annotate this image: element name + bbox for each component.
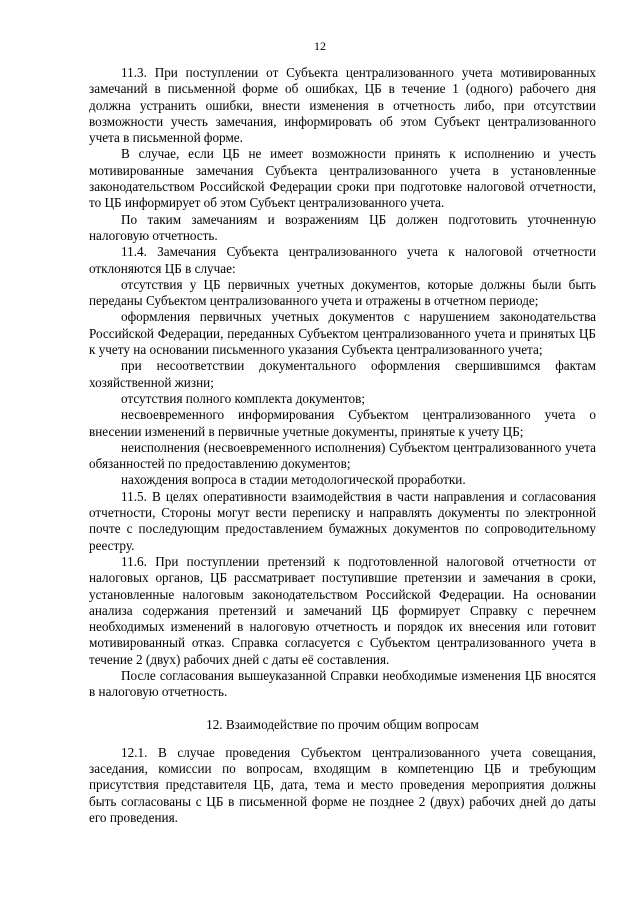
list-item: оформления первичных учетных документов с нарушением законодательства Российской Федерации, переданных Субъектом централизованного учета и принятых ЦБ к учету на основании письменного указания Субъекта централизованного учета; xyxy=(89,309,596,358)
list-item: отсутствия полного комплекта документов; xyxy=(121,390,365,406)
page-number: 12 xyxy=(314,39,326,53)
section-heading: 12. Взаимодействие по прочим общим вопросам xyxy=(206,716,479,732)
list-item: несвоевременного информирования Субъектом централизованного учета о внесении изменений в первичные учетные документы, принятые к учету ЦБ; xyxy=(89,407,596,439)
paragraph-11-4: 11.4. Замечания Субъекта централизованного учета к налоговой отчетности отклоняются ЦБ в случае: xyxy=(89,244,596,276)
paragraph: После согласования вышеуказанной Справки необходимые изменения ЦБ вносятся в налоговую отчетность. xyxy=(89,667,596,700)
list-item: нахождения вопроса в стадии методологической проработки. xyxy=(121,472,466,488)
list-item: при несоответствии документального оформления свершившимся фактам хозяйственной жизни; xyxy=(89,358,596,390)
paragraph-11-3: 11.3. При поступлении от Субъекта централизованного учета мотивированных замечаний в письменной форме об ошибках, ЦБ в течение 1 (одного) рабочего дня должна устранить ошибки, внести изменения в отчетность либо, при отсутствии возможности учесть замечания, информировать об этом Субъект централизованного учета в письменной форме. xyxy=(89,65,596,146)
paragraph: По таким замечаниям и возражениям ЦБ должен подготовить уточненную налоговую отчетность. xyxy=(89,211,596,243)
paragraph-11-6: 11.6. При поступлении претензий к подготовленной налоговой отчетности от налоговых органов, ЦБ рассматривает поступившие претензии и замечания в сроки, установленные налоговым законодательством Российской Федерации. На основании анализа содержания претензий и замечаний ЦБ формирует Справку с перечнем необходимых изменений в налоговую отчетность и порядок их внесения или готовит мотивированный отказ. Справка согласуется с Субъектом централизованного учета в течение 2 (двух) рабочих дней с даты её составления. xyxy=(89,553,596,667)
list-item: неисполнения (несвоевременного исполнения) Субъектом централизованного учета обязанностей по предоставлению документов; xyxy=(89,439,596,472)
paragraph-11-5: 11.5. В целях оперативности взаимодействия в части направления и согласования отчетности, Стороны могут вести переписку и направлять документы по электронной почте с последующим предоставлением бумажных документов по сопроводительному реестру. xyxy=(89,488,596,553)
list-item: отсутствия у ЦБ первичных учетных документов, которые должны были быть переданы Субъектом централизованного учета и отражены в отчетном периоде; xyxy=(89,276,596,309)
paragraph: В случае, если ЦБ не имеет возможности принять к исполнению и учесть мотивированные замечания Субъекта централизованного учета в установленные законодательством Российской Федерации сроки при подготовке налоговой отчетности, то ЦБ информирует об этом Субъект централизованного учета. xyxy=(89,146,596,211)
document-body xyxy=(89,65,596,826)
paragraph-12-1: 12.1. В случае проведения Субъектом централизованного учета совещания, заседания, комиссии по вопросам, входящим в компетенцию ЦБ и требующим присутствия представителя ЦБ, дата, тема и место проведения мероприятия должны быть согласованы с ЦБ в письменной форме не позднее 2 (двух) рабочих дней до даты его проведения. xyxy=(89,744,596,826)
